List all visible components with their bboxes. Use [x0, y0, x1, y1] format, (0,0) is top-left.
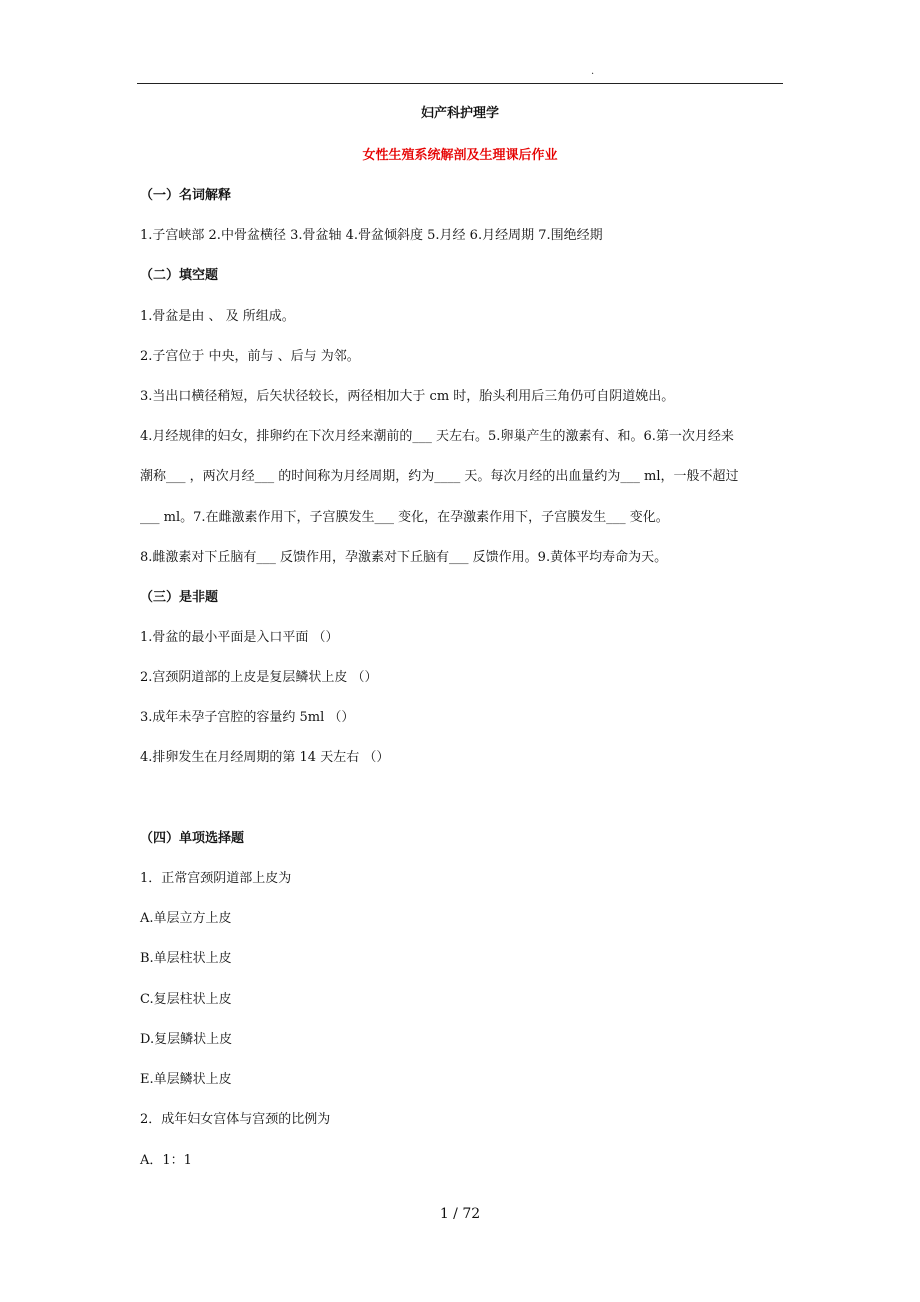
section-heading-true-false: （三）是非题 [140, 590, 219, 605]
header-rule [137, 83, 783, 84]
document-title: 妇产科护理学 [420, 106, 499, 121]
section-heading-definitions: （一）名词解释 [140, 188, 232, 203]
choice-option: A．1：1 [140, 1153, 192, 1168]
true-false-item: 1.骨盆的最小平面是入口平面 （） [140, 630, 339, 645]
choice-question: 1．正常宫颈阴道部上皮为 [140, 871, 292, 886]
choice-question: 2．成年妇女宫体与宫颈的比例为 [140, 1112, 331, 1127]
true-false-item: 2.宫颈阴道部的上皮是复层鳞状上皮 （） [140, 670, 378, 685]
fill-blank-item: 8.雌激素对下丘脑有___ 反馈作用，孕激素对下丘脑有___ 反馈作用。9.黄体平均寿命为天。 [140, 550, 668, 565]
true-false-item: 4.排卵发生在月经周期的第 14 天左右 （） [140, 750, 390, 765]
header-dot: . [591, 66, 595, 77]
section-heading-single-choice: （四）单项选择题 [140, 831, 245, 846]
fill-blank-item: 2.子宫位于 中央，前与 、后与 为邻。 [140, 349, 360, 364]
fill-blank-item: ___ ml。7.在雌激素作用下，子宫膜发生___ 变化，在孕激素作用下，子宫膜发生___ 变化。 [140, 510, 669, 525]
choice-option: A.单层立方上皮 [140, 911, 232, 926]
choice-option: E.单层鳞状上皮 [140, 1072, 232, 1087]
page-number: 1 / 72 [439, 1206, 481, 1222]
fill-blank-item: 3.当出口横径稍短，后矢状径较长，两径相加大于 cm 时，胎头利用后三角仍可自阴道娩出。 [140, 389, 675, 404]
fill-blank-item: 1.骨盆是由 、 及 所组成。 [140, 309, 295, 324]
definitions-list: 1.子宫峡部 2.中骨盆横径 3.骨盆轴 4.骨盆倾斜度 5.月经 6.月经周期 7.围绝经期 [140, 228, 603, 243]
fill-blank-item: 4.月经规律的妇女，排卵约在下次月经来潮前的___ 天左右。5.卵巢产生的激素有、和。6.第一次月经来 [140, 429, 734, 444]
choice-option: C.复层柱状上皮 [140, 992, 232, 1007]
choice-option: D.复层鳞状上皮 [140, 1032, 233, 1047]
true-false-item: 3.成年未孕子宫腔的容量约 5ml （） [140, 710, 355, 725]
section-heading-fill-blank: （二）填空题 [140, 268, 219, 283]
fill-blank-item: 潮称___ ，两次月经___ 的时间称为月经周期，约为____ 天。每次月经的出血量约为___ ml，一般不超过 [140, 469, 739, 484]
choice-option: B.单层柱状上皮 [140, 951, 232, 966]
document-subtitle: 女性生殖系统解剖及生理课后作业 [362, 148, 558, 163]
